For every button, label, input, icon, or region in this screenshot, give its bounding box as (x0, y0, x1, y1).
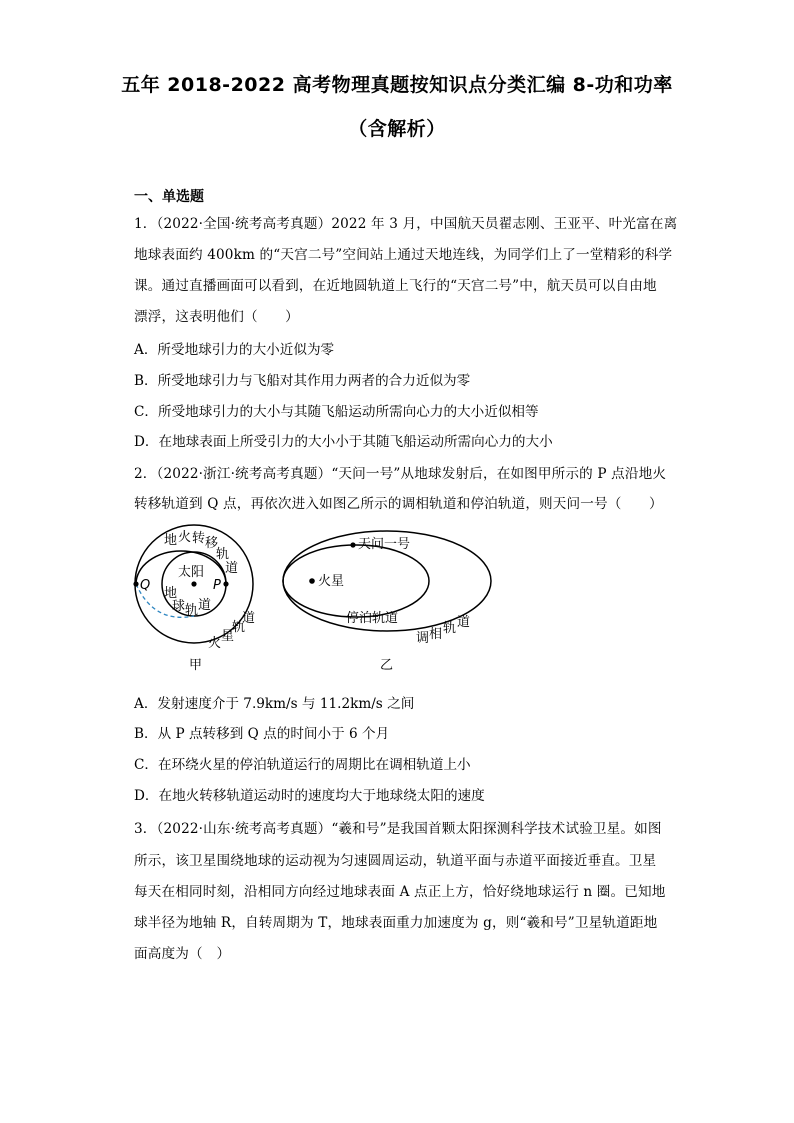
q1-option-a: A．所受地球引力的大小近似为零 (134, 342, 335, 358)
earth-orbit-char-2: 球 (172, 599, 186, 614)
earth-orbit-char-4: 道 (198, 598, 212, 613)
q2-option-d: D．在地火转移轨道运动时的速度均大于地球绕太阳的速度 (134, 788, 485, 804)
q1-line-4: 漂浮，这表明他们（ ） (134, 309, 299, 325)
q1-line-1: 1．（2022·全国·统考高考真题）2022 年 3 月，中国航天员翟志刚、王亚平、叶光富在离 (134, 216, 678, 232)
q3-line-4: 球半径为地轴 R，自转周期为 T，地球表面重力加速度为 g，则“羲和号”卫星轨道距地 (134, 915, 658, 931)
document-title: 五年 2018-2022 高考物理真题按知识点分类汇编 8-功和功率 (121, 74, 673, 96)
parking-orbit-ellipse (283, 545, 429, 617)
parking-orbit-label: 停泊轨道 (346, 611, 399, 626)
q3-line-1: 3．（2022·山东·统考高考真题）“羲和号”是我国首颗太阳探测科学技术试验卫星。如图 (134, 821, 662, 837)
transfer-char-4: 移 (205, 536, 219, 551)
mars-dot (309, 578, 315, 584)
figure-yi-caption: 乙 (380, 658, 394, 673)
document-subtitle: （含解析） (348, 118, 446, 140)
q3-line-3: 每天在相同时刻，沿相同方向经过地球表面 A 点正上方，恰好绕地球运行 n 圈。已知地 (134, 884, 666, 900)
q3-line-5: 面高度为（ ） (134, 946, 231, 962)
mars-orbit-char-3: 轨 (232, 620, 246, 635)
tianwen-dot (350, 542, 355, 547)
figure-jia-caption: 甲 (189, 658, 203, 673)
section-heading: 一、单选题 (134, 189, 204, 205)
mars-orbit-char-1: 火 (208, 636, 222, 651)
point-q-label: Q (140, 578, 151, 593)
q2-option-b: B．从 P 点转移到 Q 点的时间小于 6 个月 (134, 726, 390, 742)
q1-line-2: 地球表面约 400km 的“天宫二号”空间站上通过天地连线，为同学们上了一堂精彩的科学 (134, 247, 673, 263)
q2-line-1: 2．（2022·浙江·统考高考真题）“天问一号”从地球发射后，在如图甲所示的 P 点沿地火 (134, 466, 667, 482)
q1-line-3: 课。通过直播画面可以看到，在近地圆轨道上飞行的“天宫二号”中，航天员可以自由地 (134, 278, 657, 294)
transfer-char-1: 地 (164, 533, 178, 548)
point-p-dot (223, 581, 228, 586)
mars-orbit-char-4: 道 (242, 611, 256, 626)
q1-option-c: C．所受地球引力的大小与其随飞船运动所需向心力的大小近似相等 (134, 404, 539, 420)
sun-dot (191, 581, 196, 586)
mars-orbit-char-2: 星 (221, 629, 235, 644)
earth-orbit-char-3: 轨 (185, 603, 199, 618)
phasing-char-2: 相 (429, 627, 443, 642)
point-p-label: P (213, 578, 221, 593)
q3-line-2: 所示，该卫星围绕地球的运动视为匀速圆周运动，轨道平面与赤道平面接近垂直。卫星 (134, 853, 657, 869)
q2-line-2: 转移轨道到 Q 点，再依次进入如图乙所示的调相轨道和停泊轨道，则天问一号（ ） (134, 496, 663, 512)
figure-yi (278, 524, 498, 674)
sun-label: 太阳 (178, 565, 205, 580)
phasing-char-1: 调 (416, 631, 430, 646)
phasing-char-3: 轨 (443, 621, 457, 636)
figure-jia (128, 524, 278, 674)
q2-option-c: C．在环绕火星的停泊轨道运行的周期比在调相轨道上小 (134, 757, 471, 773)
q1-option-b: B．所受地球引力与飞船对其作用力两者的合力近似为零 (134, 373, 471, 389)
earth-orbit-char-1: 地 (164, 586, 178, 601)
transfer-char-3: 转 (192, 531, 206, 546)
phasing-char-4: 道 (457, 615, 471, 630)
q2-option-a: A．发射速度介于 7.9km/s 与 11.2km/s 之间 (134, 696, 415, 712)
transfer-char-5: 轨 (216, 547, 230, 562)
point-q-dot (133, 581, 138, 586)
q1-option-d: D．在地球表面上所受引力的大小小于其随飞船运动所需向心力的大小 (134, 434, 553, 450)
mars-label: 火星 (318, 574, 345, 589)
transfer-char-6: 道 (225, 561, 239, 576)
transfer-char-2: 火 (178, 530, 192, 545)
tianwen-label: 天问一号 (358, 537, 411, 552)
